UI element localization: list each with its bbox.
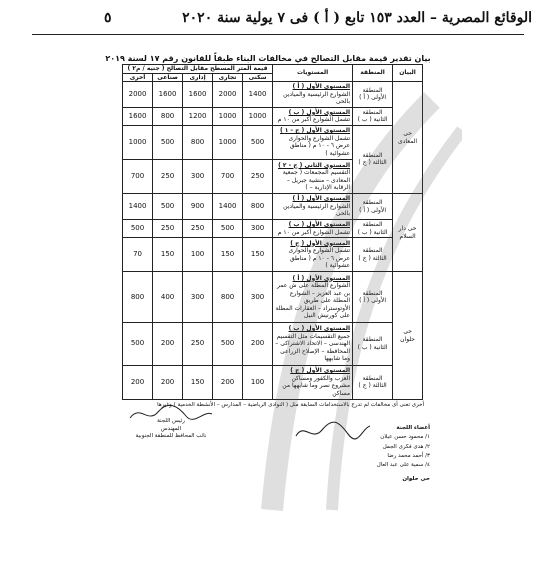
- price-cell: 150: [213, 237, 243, 271]
- level-description: الشوارع المطلة على ش عمر بن عبد العزيز – الشوارع المطلة على طريق الأوتوستراد – العقارات المطلة على كورنيش النيل: [275, 282, 351, 320]
- level-title: المستوى الأول ( ج ): [290, 367, 351, 375]
- zone-cell: المنطقة الثالثة ( ج ): [353, 125, 393, 194]
- chairman-caption: رئيس اللجنة: [157, 418, 185, 424]
- col-commercial: تجارى: [213, 73, 243, 82]
- zone-cell: المنطقة الثانية ( ب ): [353, 107, 393, 125]
- price-cell: 200: [153, 323, 183, 366]
- price-cell: 200: [213, 365, 243, 399]
- price-cell: 800: [243, 194, 273, 220]
- col-industrial: صناعى: [153, 73, 183, 82]
- level-description: تشمل الشوارع أكبر من ١٠ م: [277, 116, 351, 124]
- price-cell: 1000: [243, 107, 273, 125]
- zone-cell: المنطقة الثالثة ( ج ): [353, 237, 393, 271]
- price-cell: 1400: [213, 194, 243, 220]
- price-cell: 250: [183, 220, 213, 238]
- gazette-title: الوقائع المصرية – العدد ١٥٣ تابع ( أ ) فى ٧ يولية سنة ٢٠٢٠: [182, 10, 532, 26]
- price-cell: 1600: [123, 107, 153, 125]
- zone-cell: المنطقة الثانية ( ب ): [353, 323, 393, 366]
- price-cell: 100: [243, 365, 273, 399]
- price-cell: 250: [243, 159, 273, 193]
- price-cell: 500: [153, 125, 183, 159]
- price-cell: 700: [123, 159, 153, 193]
- level-title: المستوى الأول ( ج ): [290, 239, 351, 247]
- chairman-name: المهندس: [160, 425, 182, 432]
- level-description: تشمل الشوارع والحوارى عرض ٦ - ١٠ م ( مناطق عشوائية ): [288, 134, 351, 157]
- level-description: الشوارع الرئيسية والميادين بالحى: [283, 90, 351, 106]
- price-cell: 800: [123, 272, 153, 323]
- committee-heading: أعضاء اللجنة: [396, 425, 430, 431]
- price-cell: 250: [153, 159, 183, 193]
- zone-cell: المنطقة الأولى ( أ ): [353, 272, 393, 323]
- zone-cell: المنطقة الثانية ( ب ): [353, 220, 393, 238]
- level-title: المستوى الأول ( ب ): [288, 221, 351, 229]
- level-description: الشوارع الرئيسية والميادين بالحى: [283, 202, 351, 218]
- col-administrative: إدارى: [183, 73, 213, 82]
- level-title: المستوى الأول ( أ ): [292, 195, 351, 203]
- col-levels: المستويات: [273, 65, 353, 82]
- col-zone: المنطقة: [353, 65, 393, 82]
- zone-cell: المنطقة الثالثة ( ج ): [353, 365, 393, 399]
- level-description: العزب والكفور ومساكن مشروع نصر وما شابهها من مساكن: [282, 374, 351, 397]
- level-description: تشمل الشوارع أكبر من ١٠ م: [277, 228, 351, 236]
- district-cell: حى دار السلام: [393, 194, 423, 272]
- committee-district: حى حلوان: [402, 475, 430, 482]
- price-cell: 800: [183, 125, 213, 159]
- level-description: جميع التقسيمات مثل التقسيم الهندسى – الاتحاد الاشتراكى – المحافظة – الإصلاح الزراعى وما شابهها: [275, 332, 351, 363]
- level-description: تشمل الشوارع والحوارى عرض ٦ - ١٠ م ( مناطق عشوائية ): [288, 247, 351, 270]
- level-title: المستوى الأول ( ب ): [288, 325, 351, 333]
- page-number: ٥: [104, 10, 112, 26]
- level-title: المستوى الأول ( ب ): [288, 108, 351, 116]
- col-residential: سكنى: [243, 73, 273, 82]
- price-cell: 300: [183, 272, 213, 323]
- level-title: المستوى الأول ( أ ): [292, 274, 351, 282]
- price-cell: 150: [183, 365, 213, 399]
- page-header: [18, 6, 532, 32]
- price-cell: 2000: [213, 82, 243, 108]
- price-cell: 500: [123, 220, 153, 238]
- price-cell: 1400: [123, 194, 153, 220]
- level-title: المستوى الأول ( أ ): [292, 83, 351, 91]
- price-cell: 150: [243, 237, 273, 271]
- district-cell: حى حلوان: [393, 272, 423, 400]
- footnote: أخرى تعنى أى مخالفات لم تدرج بالاستخدامات السابقة مثل ( النوادى الرياضية – المدارس – الأنشطة الخدمية ) وغيرها: [157, 402, 424, 408]
- price-cell: 300: [243, 272, 273, 323]
- price-cell: 500: [213, 220, 243, 238]
- district-cell: حى المعادى: [393, 82, 423, 194]
- price-cell: 500: [243, 125, 273, 159]
- committee-member: ٣/ أحمد محمد رضا: [387, 453, 430, 460]
- price-cell: 150: [153, 237, 183, 271]
- col-other: أخرى: [123, 73, 153, 82]
- price-cell: 100: [183, 237, 213, 271]
- price-cell: 800: [213, 272, 243, 323]
- level-description: التقسيم المجمعات ( جمعية المعادى – منشية جبريل – الرقابة الإدارية – ): [282, 169, 351, 192]
- zone-cell: المنطقة الأولى ( أ ): [353, 194, 393, 220]
- header-rule: [32, 34, 524, 35]
- zone-cell: المنطقة الأولى ( أ ): [353, 82, 393, 108]
- price-cell: 700: [213, 159, 243, 193]
- col-price-group: قيمة المتر المسطح مقابل التصالح ( جنيه / م٢ ): [123, 65, 273, 74]
- price-cell: 800: [153, 107, 183, 125]
- price-cell: 250: [183, 323, 213, 366]
- table-header-row: [123, 65, 423, 74]
- price-cell: 500: [213, 323, 243, 366]
- chairman-signature: [126, 402, 216, 424]
- price-cell: 1000: [213, 125, 243, 159]
- level-title: المستوى الثانى ( ج - ٢ ): [278, 161, 351, 169]
- price-cell: 1000: [213, 107, 243, 125]
- level-title: المستوى الأول ( ج - ١ ): [279, 127, 351, 135]
- price-cell: 1200: [183, 107, 213, 125]
- price-cell: 1400: [243, 82, 273, 108]
- price-cell: 200: [243, 323, 273, 366]
- price-cell: 2000: [123, 82, 153, 108]
- committee-member: ٢/ هدى فكرى الجمل: [382, 443, 430, 450]
- price-cell: 1600: [153, 82, 183, 108]
- price-cell: 250: [153, 220, 183, 238]
- col-statement: البيان: [393, 65, 423, 82]
- watermark-seal: [232, 90, 462, 520]
- price-cell: 300: [183, 159, 213, 193]
- document-title: بيان تقدير قيمة مقابل التصالح في مخالفات البناء طبقاً للقانون رقم ١٧ لسنة ٢٠١٩: [105, 54, 431, 63]
- committee-member: ٤/ سمية على عبد العال: [376, 462, 430, 469]
- price-cell: 200: [153, 365, 183, 399]
- price-cell: 500: [153, 194, 183, 220]
- price-cell: 1600: [183, 82, 213, 108]
- committee-member: ١/ محمود حسن عيلان: [380, 434, 430, 441]
- chairman-title: نائب المحافظ للمنطقة الجنوبية: [135, 433, 207, 440]
- price-cell: 400: [153, 272, 183, 323]
- chairman-signature-block: [116, 418, 226, 441]
- price-cell: 500: [123, 323, 153, 366]
- price-cell: 200: [123, 365, 153, 399]
- price-cell: 1000: [123, 125, 153, 159]
- price-cell: 300: [243, 220, 273, 238]
- price-cell: 70: [123, 237, 153, 271]
- price-cell: 900: [183, 194, 213, 220]
